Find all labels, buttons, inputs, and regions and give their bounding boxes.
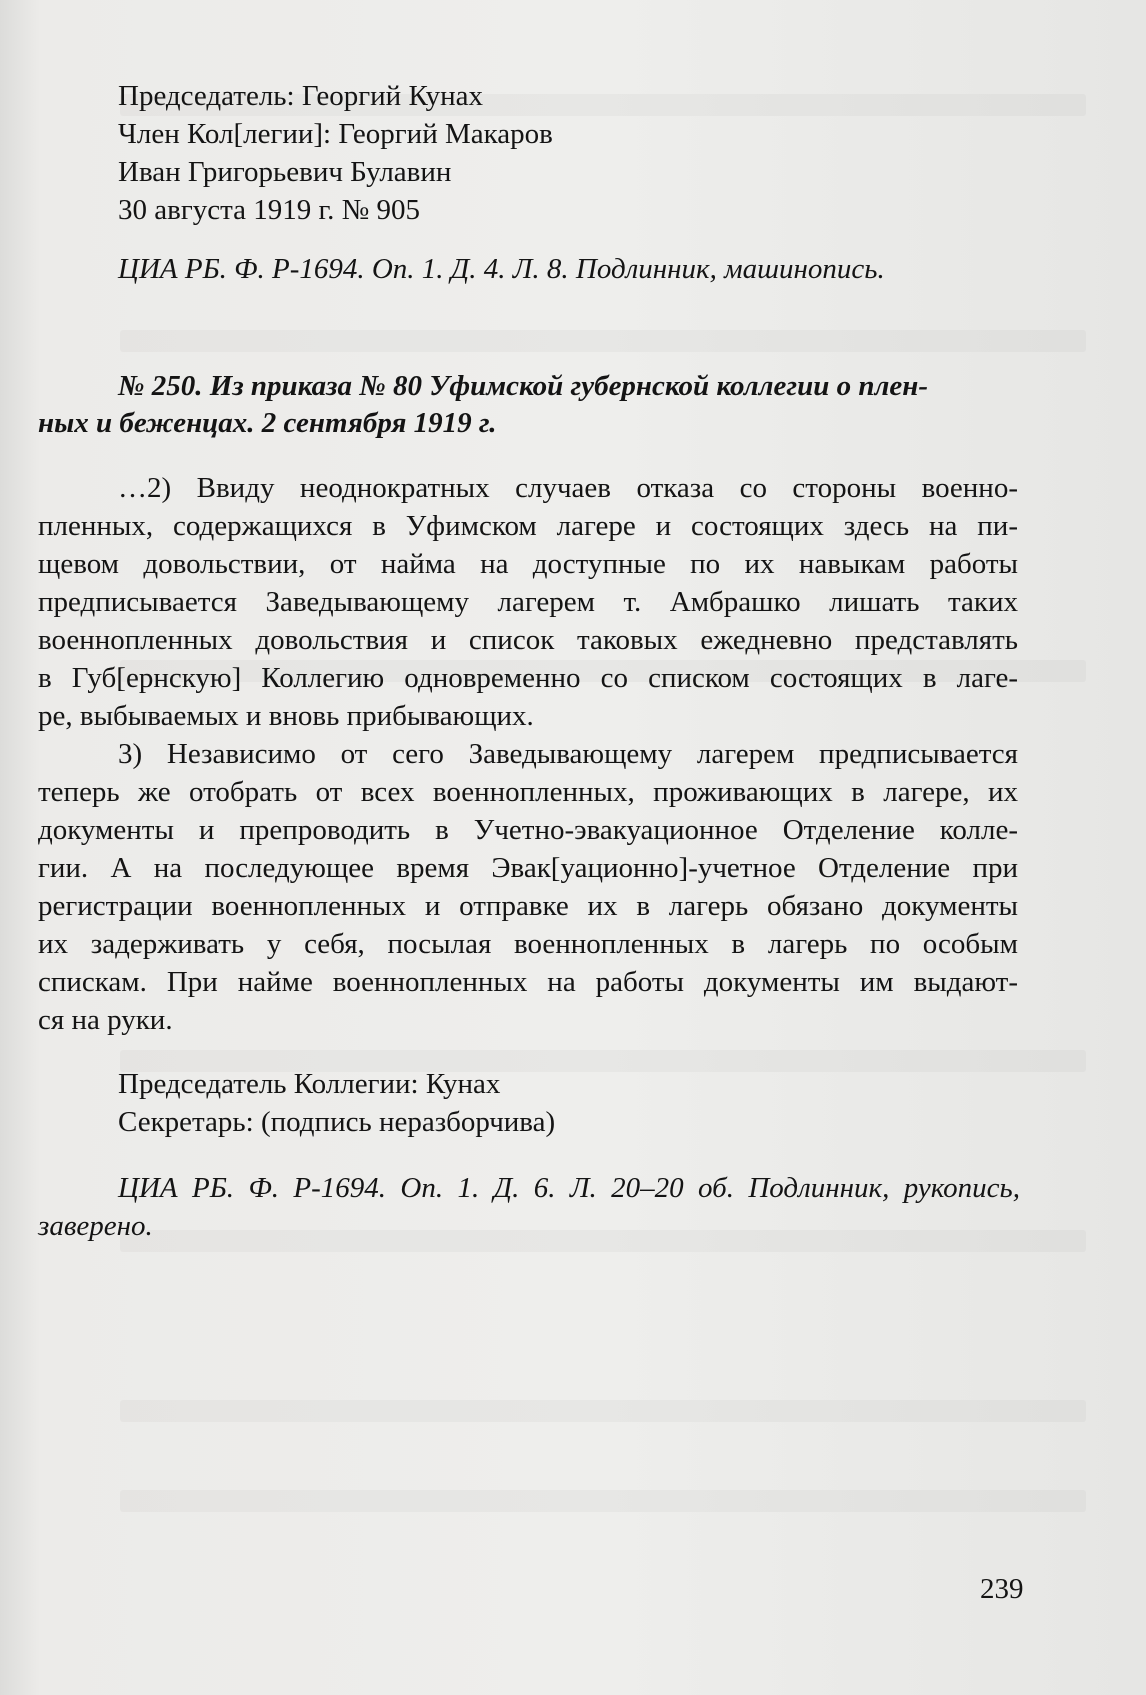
paragraph-line: теперь же отобрать от всех военнопленных, проживающих в лагере, их [38,776,1018,808]
paragraph-line: …2) Ввиду неоднократных случаев отказа со стороны военно- [118,472,1018,504]
heading-line-1: № 250. Из приказа № 80 Уфимской губернской коллегии о плен- [118,370,928,402]
paragraph-line: пленных, содержащихся в Уфимском лагере и состоящих здесь на пи- [38,510,1018,542]
paragraph-line: гии. А на последующее время Эвак[уационно]-учетное Отделение при [38,852,1018,884]
paragraph-line: спискам. При найме военнопленных на работы документы им выдают- [38,966,1018,998]
document-date-number: 30 августа 1919 г. № 905 [118,194,421,226]
signature-chairman: Председатель: Георгий Кунах [118,80,483,112]
paragraph-line: 3) Независимо от сего Заведывающему лагерем предписывается [118,738,1018,770]
signature-member: Член Кол[легии]: Георгий Макаров [118,118,553,150]
signature-chairman-bottom: Председатель Коллегии: Кунах [118,1068,501,1100]
source-citation-top: ЦИА РБ. Ф. Р-1694. Оп. 1. Д. 4. Л. 8. Подлинник, машинопись. [118,253,885,285]
signature-secretary: Секретарь: (подпись неразборчива) [118,1106,556,1138]
paragraph-line: регистрации военнопленных и отправке их в лагерь обязано документы [38,890,1018,922]
paragraph-line: ре, выбываемых и вновь прибывающих. [38,700,534,732]
paragraph-line: ся на руки. [38,1004,173,1036]
page-number: 239 [980,1573,1024,1605]
bleed-through-shadow [120,1400,1086,1422]
paragraph-line: щевом довольствии, от найма на доступные по их навыкам работы [38,548,1018,580]
source-citation-bottom-line-1: ЦИА РБ. Ф. Р-1694. Оп. 1. Д. 6. Л. 20–20 об. Подлинник, рукопись, [118,1172,1020,1204]
bleed-through-shadow [120,1230,1086,1252]
paragraph-line: их задерживать у себя, посылая военнопленных в лагерь по особым [38,928,1018,960]
bleed-through-shadow [120,1490,1086,1512]
source-citation-bottom-line-2: заверено. [38,1210,153,1242]
bleed-through-shadow [120,330,1086,352]
signature-third: Иван Григорьевич Булавин [118,156,452,188]
paragraph-line: предписывается Заведывающему лагерем т. Амбрашко лишать таких [38,586,1018,618]
paragraph-line: документы и препроводить в Учетно-эвакуационное Отделение колле- [38,814,1018,846]
heading-line-2: ных и беженцах. 2 сентября 1919 г. [38,407,497,439]
paragraph-line: военнопленных довольствия и список таковых ежедневно представлять [38,624,1018,656]
paragraph-line: в Губ[ернскую] Коллегию одновременно со списком состоящих в лаге- [38,662,1018,694]
